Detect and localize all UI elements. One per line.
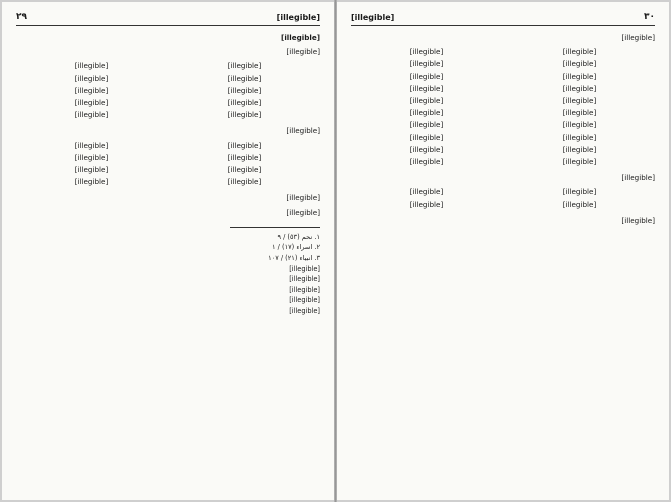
verse-hemistich: [illegible] [409,132,444,142]
verse-hemistich: [illegible] [562,59,597,69]
footnote: [illegible] [289,296,320,305]
left-running-head [16,12,320,26]
verse-hemistich: [illegible] [74,177,109,187]
verse-hemistich: [illegible] [227,73,262,83]
verse-hemistich: [illegible] [562,157,597,167]
verse-hemistich: [illegible] [409,157,444,167]
verse-hemistich: [illegible] [74,152,109,162]
paragraph: [illegible] [621,215,655,225]
verse-hemistich: [illegible] [562,120,597,130]
verse-hemistich: [illegible] [562,199,597,209]
verse-hemistich: [illegible] [562,83,597,93]
right-text [351,32,655,44]
verse-hemistich: [illegible] [74,98,109,108]
paragraph: [illegible] [621,33,655,42]
verse-block [24,140,312,189]
verse-hemistich: [illegible] [562,144,597,154]
verse-hemistich: [illegible] [409,120,444,130]
verse-hemistich: [illegible] [409,71,444,81]
paragraph: [illegible] [621,173,655,183]
paragraph: [illegible] [286,126,320,136]
footnote: ٣. انبیاء (٢١) / ١٠٧ [268,254,320,263]
right-text-bottom [351,215,655,227]
verse-hemistich: [illegible] [409,144,444,154]
footnote: [illegible] [289,275,320,284]
left-text-mid [16,125,320,137]
footnote: [illegible] [289,307,320,315]
verse-hemistich: [illegible] [227,177,262,187]
left-text-bottom [16,192,320,218]
verse-hemistich: [illegible] [562,47,597,57]
verse-hemistich: [illegible] [227,165,262,175]
verse-hemistich: [illegible] [409,59,444,69]
verse-hemistich: [illegible] [227,110,262,120]
right-page-number: ٣٠ [644,12,655,22]
verse-hemistich: [illegible] [74,61,109,71]
verse-hemistich: [illegible] [562,187,597,197]
verse-hemistich: [illegible] [227,98,262,108]
verse-hemistich: [illegible] [409,83,444,93]
paragraph: [illegible] [286,207,320,217]
verse-hemistich: [illegible] [409,199,444,209]
verse-hemistich: [illegible] [227,152,262,162]
footnote: ٢. اسراء (١٧) / ١ [272,243,320,252]
verse-hemistich: [illegible] [562,71,597,81]
footnote: ١. نحم (٥٣) / ٩ [277,232,320,241]
verse-block [24,60,312,121]
footnote: [illegible] [289,285,320,294]
right-running-head [351,12,655,26]
left-page-number: ٢٩ [16,12,27,22]
verse-hemistich: [illegible] [74,165,109,175]
verse-hemistich: [illegible] [74,140,109,150]
verse-hemistich: [illegible] [227,85,262,95]
verse-hemistich: [illegible] [562,108,597,118]
verse-hemistich: [illegible] [409,108,444,118]
verse-hemistich: [illegible] [74,85,109,95]
paragraph: [illegible] [286,47,320,57]
left-text [16,32,320,58]
left-page [2,2,334,500]
paragraph: [illegible] [286,193,320,203]
verse-hemistich: [illegible] [227,61,262,71]
verse-hemistich: [illegible] [227,140,262,150]
verse-hemistich: [illegible] [562,132,597,142]
verse-hemistich: [illegible] [562,96,597,106]
right-text-mid [351,172,655,184]
verse-hemistich: [illegible] [409,47,444,57]
paragraph: [illegible] [281,33,320,42]
verse-hemistich: [illegible] [74,73,109,83]
right-running-title: [illegible] [351,12,395,22]
left-running-title: [illegible] [276,12,320,22]
verse-hemistich: [illegible] [74,110,109,120]
verse-hemistich: [illegible] [409,187,444,197]
verse-block [359,46,647,168]
right-page [337,2,669,500]
footnote-divider [230,227,320,228]
verse-hemistich: [illegible] [409,96,444,106]
verse-block [359,186,647,210]
footnotes [16,232,320,317]
footnote: [illegible] [289,264,320,273]
